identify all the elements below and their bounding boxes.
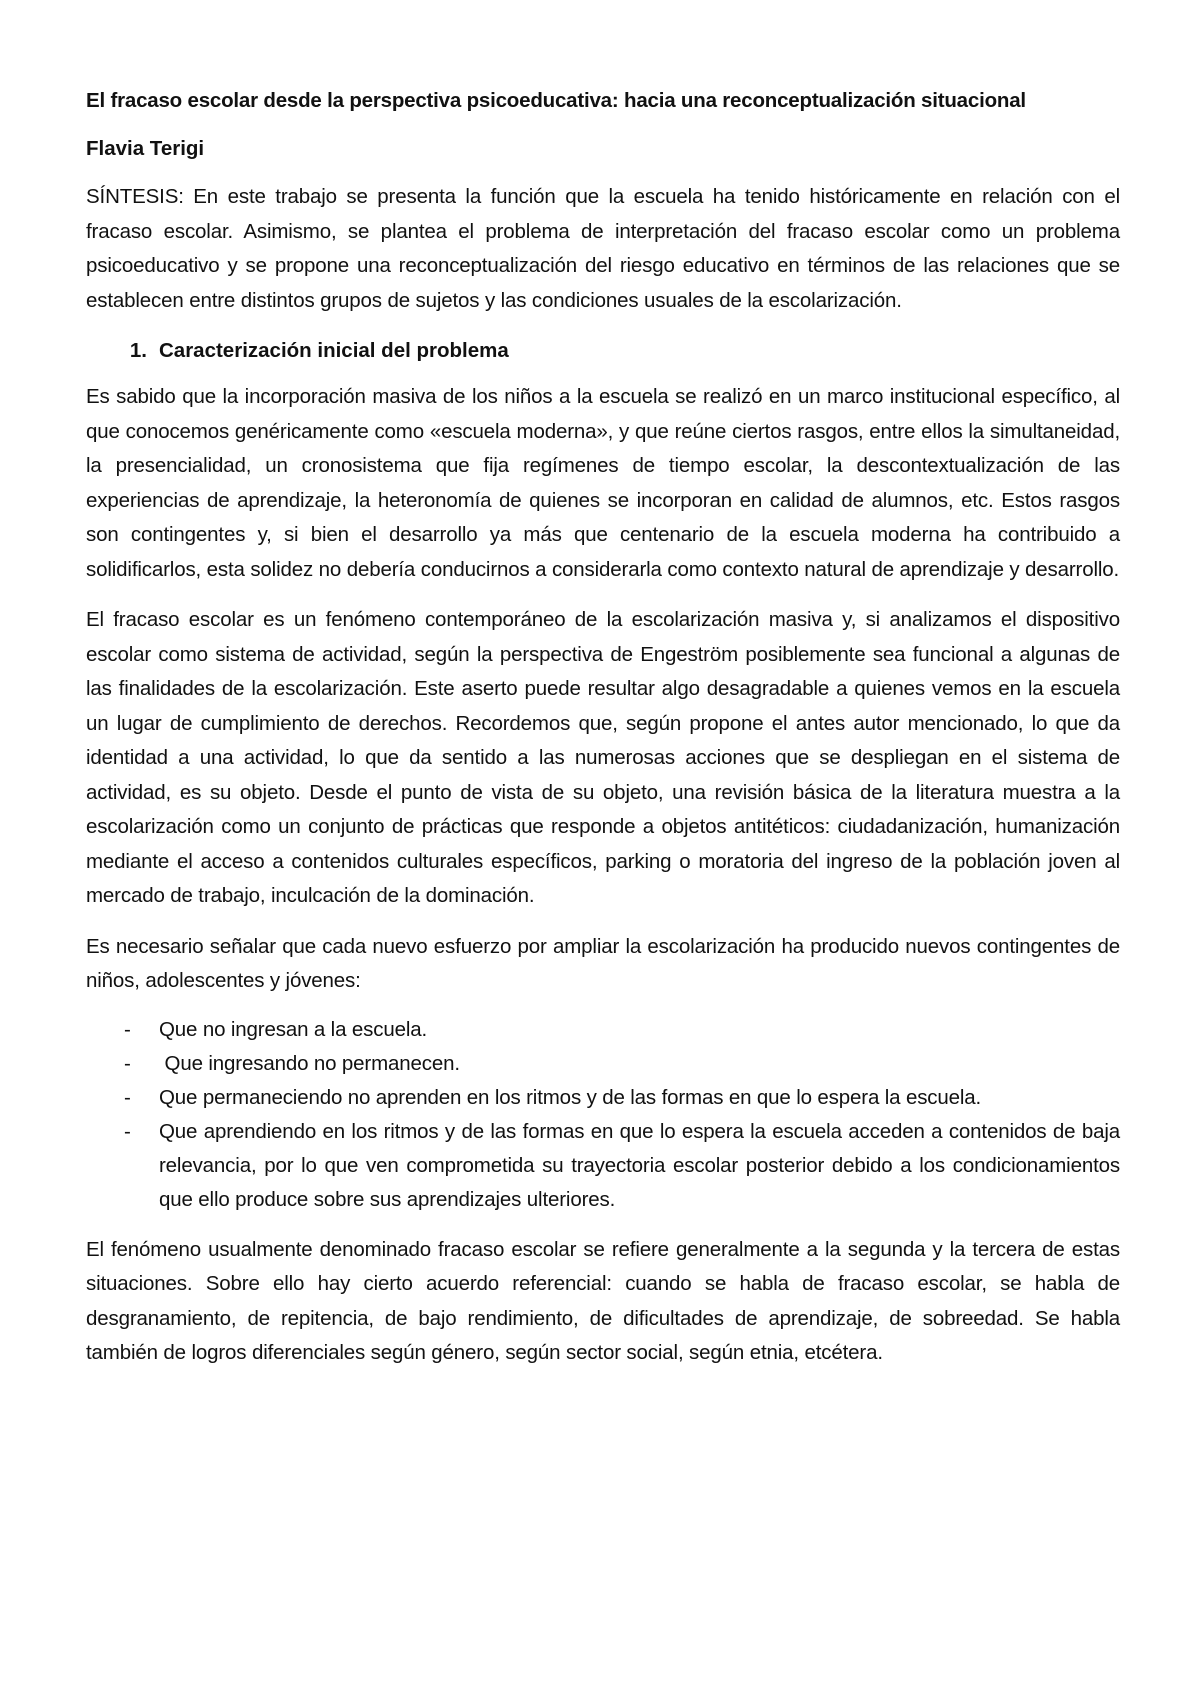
list-marker: - — [124, 1085, 131, 1109]
document-page — [86, 84, 1120, 1387]
body-paragraph: El fracaso escolar es un fenómeno contemporáneo de la escolarización masiva y, si analizamos el dispositivo escolar como sistema de actividad, según la perspectiva de Engeström posiblemente sea funcional a algunas de las finalidades de la escolarización. Este aserto puede resultar algo desagradable a quienes vemos en la escuela un lugar de cumplimiento de derechos. Recordemos que, según propone el antes autor mencionado, lo que da identidad a una actividad, lo que da sentido a las numerosas acciones que se despliegan en el sistema de actividad, es su objeto. Desde el punto de vista de su objeto, una revisión básica de la literatura muestra a la escolarización como un conjunto de prácticas que responde a objetos antitéticos: ciudadanización, humanización mediante el acceso a contenidos culturales específicos, parking o moratoria del ingreso de la población joven al mercado de trabajo, inculcación de la dominación. — [86, 608, 1120, 907]
list-item-text: Que ingresando no permanecen. — [159, 1051, 460, 1075]
section-title: Caracterización inicial del problema — [159, 339, 509, 362]
list-marker: - — [124, 1051, 131, 1075]
section-heading — [86, 334, 1120, 368]
document-title: El fracaso escolar desde la perspectiva psicoeducativa: hacia una reconceptualización situacional — [86, 89, 1026, 112]
dash-list — [86, 1013, 1120, 1217]
list-item — [86, 1081, 1120, 1115]
body-paragraph: Es sabido que la incorporación masiva de los niños a la escuela se realizó en un marco institucional específico, al que conocemos genéricamente como «escuela moderna», y que reúne ciertos rasgos, entre ellos la simultaneidad, la presencialidad, un cronosistema que fija regímenes de tiempo escolar, la descontextualización de las experiencias de aprendizaje, la heteronomía de quienes se incorporan en calidad de alumnos, etc. Estos rasgos son contingentes y, si bien el desarrollo ya más que centenario de la escuela moderna ha contribuido a solidificarlos, esta solidez no debería conducirnos a considerarla como contexto natural de aprendizaje y desarrollo. — [86, 385, 1120, 581]
list-marker: - — [124, 1017, 131, 1041]
list-item — [86, 1047, 1120, 1081]
synthesis-paragraph: SÍNTESIS: En este trabajo se presenta la función que la escuela ha tenido históricamente en relación con el fracaso escolar. Asimismo, se plantea el problema de interpretación del fracaso escolar como un problema psicoeducativo y se propone una reconceptualización del riesgo educativo en términos de las relaciones que se establecen entre distintos grupos de sujetos y las condiciones usuales de la escolarización. — [86, 185, 1120, 312]
section-number: 1. — [129, 339, 147, 362]
list-item — [86, 1013, 1120, 1047]
closing-paragraph: El fenómeno usualmente denominado fracaso escolar se refiere generalmente a la segunda y la tercera de estas situaciones. Sobre ello hay cierto acuerdo referencial: cuando se habla de fracaso escolar, se habla de desgranamiento, de repitencia, de bajo rendimiento, de dificultades de aprendizaje, de sobreedad. Se habla también de logros diferenciales según género, según sector social, según etnia, etcétera. — [86, 1237, 1120, 1364]
list-item — [86, 1115, 1120, 1217]
list-item-text: Que no ingresan a la escuela. — [159, 1017, 428, 1041]
list-marker: - — [124, 1119, 131, 1143]
list-item-text: Que permaneciendo no aprenden en los ritmos y de las formas en que lo espera la escuela. — [159, 1085, 982, 1109]
list-item-text: Que aprendiendo en los ritmos y de las formas en que lo espera la escuela acceden a contenidos de baja relevancia, por lo que ven comprometida su trayectoria escolar posterior debido a los condicionamientos que ello produce sobre sus aprendizajes ulteriores. — [159, 1119, 1120, 1211]
body-paragraph: Es necesario señalar que cada nuevo esfuerzo por ampliar la escolarización ha producido nuevos contingentes de niños, adolescentes y jóvenes: — [86, 934, 1120, 992]
document-author: Flavia Terigi — [86, 137, 205, 160]
